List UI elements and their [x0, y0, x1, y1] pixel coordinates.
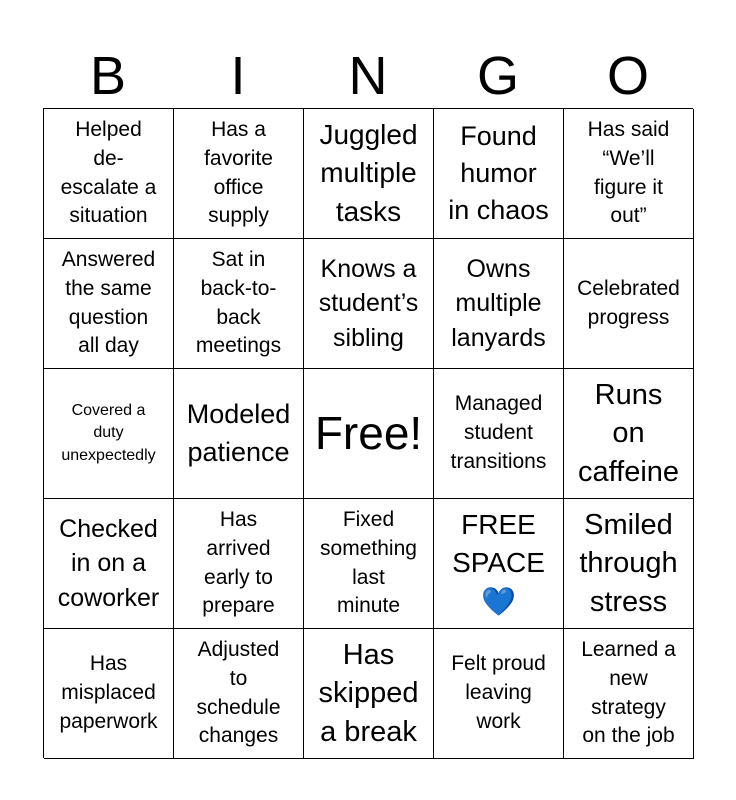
- cell-label: Answered the same question all day: [61, 247, 156, 358]
- bingo-board: [43, 108, 693, 758]
- bingo-cell-r1c2[interactable]: [174, 109, 304, 239]
- cell-label: Has arrived early to prepare: [202, 507, 275, 618]
- cell-label: Has a favorite office supply: [204, 117, 273, 228]
- bingo-header: [43, 44, 693, 108]
- cell-label: Modeled patience: [186, 399, 291, 467]
- cell-label: Knows a student’s sibling: [318, 254, 419, 352]
- bingo-cell-r3c2[interactable]: [174, 369, 304, 499]
- header-letter-n: N: [348, 46, 388, 106]
- cell-label: Smiled through stress: [579, 508, 678, 618]
- cell-label: FREE SPACE 💙: [452, 508, 545, 617]
- free-cell-label: Free!: [314, 406, 423, 459]
- bingo-cell-r1c3[interactable]: [304, 109, 434, 239]
- header-letter-b: B: [89, 46, 127, 106]
- bingo-cell-r3c5[interactable]: [564, 369, 694, 499]
- cell-label: Celebrated progress: [577, 276, 680, 329]
- header-letter-o: O: [606, 46, 649, 106]
- bingo-cell-r4c4[interactable]: [434, 499, 564, 629]
- header-letter-g: G: [476, 46, 519, 106]
- bingo-cell-r5c1[interactable]: [44, 629, 174, 759]
- bingo-cell-r5c2[interactable]: [174, 629, 304, 759]
- bingo-cell-r3c4[interactable]: [434, 369, 564, 499]
- cell-label: Helped de- escalate a situation: [60, 117, 157, 228]
- bingo-cell-r5c3[interactable]: [304, 629, 434, 759]
- cell-label: Has said “We’ll figure it out”: [587, 117, 670, 228]
- cell-label: Owns multiple lanyards: [451, 254, 546, 352]
- cell-label: Felt proud leaving work: [451, 652, 546, 733]
- bingo-cell-r3c1[interactable]: [44, 369, 174, 499]
- bingo-cell-r4c5[interactable]: [564, 499, 694, 629]
- bingo-cell-r2c4[interactable]: [434, 239, 564, 369]
- bingo-cell-r3c3-free[interactable]: [304, 369, 434, 499]
- cell-label: Fixed something last minute: [320, 507, 417, 618]
- cell-label: Juggled multiple tasks: [319, 118, 418, 227]
- bingo-cell-r1c4[interactable]: [434, 109, 564, 239]
- header-letter-i: I: [230, 46, 246, 106]
- cell-label: Sat in back-to- back meetings: [195, 247, 282, 358]
- bingo-cell-r1c1[interactable]: [44, 109, 174, 239]
- bingo-cell-r2c1[interactable]: [44, 239, 174, 369]
- bingo-cell-r2c5[interactable]: [564, 239, 694, 369]
- cell-label: Found humor in chaos: [448, 120, 549, 226]
- bingo-cell-r4c3[interactable]: [304, 499, 434, 629]
- bingo-cell-r4c2[interactable]: [174, 499, 304, 629]
- cell-label: Checked in on a coworker: [57, 514, 160, 612]
- cell-label: Runs on caffeine: [577, 378, 680, 488]
- bingo-cell-r4c1[interactable]: [44, 499, 174, 629]
- cell-label: Adjusted to schedule changes: [196, 637, 281, 748]
- bingo-cell-r2c3[interactable]: [304, 239, 434, 369]
- cell-label: Has skipped a break: [318, 638, 419, 748]
- bingo-cell-r1c5[interactable]: [564, 109, 694, 239]
- cell-label: Managed student transitions: [450, 392, 547, 473]
- cell-label: Has misplaced paperwork: [59, 652, 158, 733]
- bingo-cell-r2c2[interactable]: [174, 239, 304, 369]
- cell-label: Learned a new strategy on the job: [581, 637, 676, 748]
- bingo-cell-r5c5[interactable]: [564, 629, 694, 759]
- bingo-cell-r5c4[interactable]: [434, 629, 564, 759]
- cell-label: Covered a duty unexpectedly: [61, 401, 156, 464]
